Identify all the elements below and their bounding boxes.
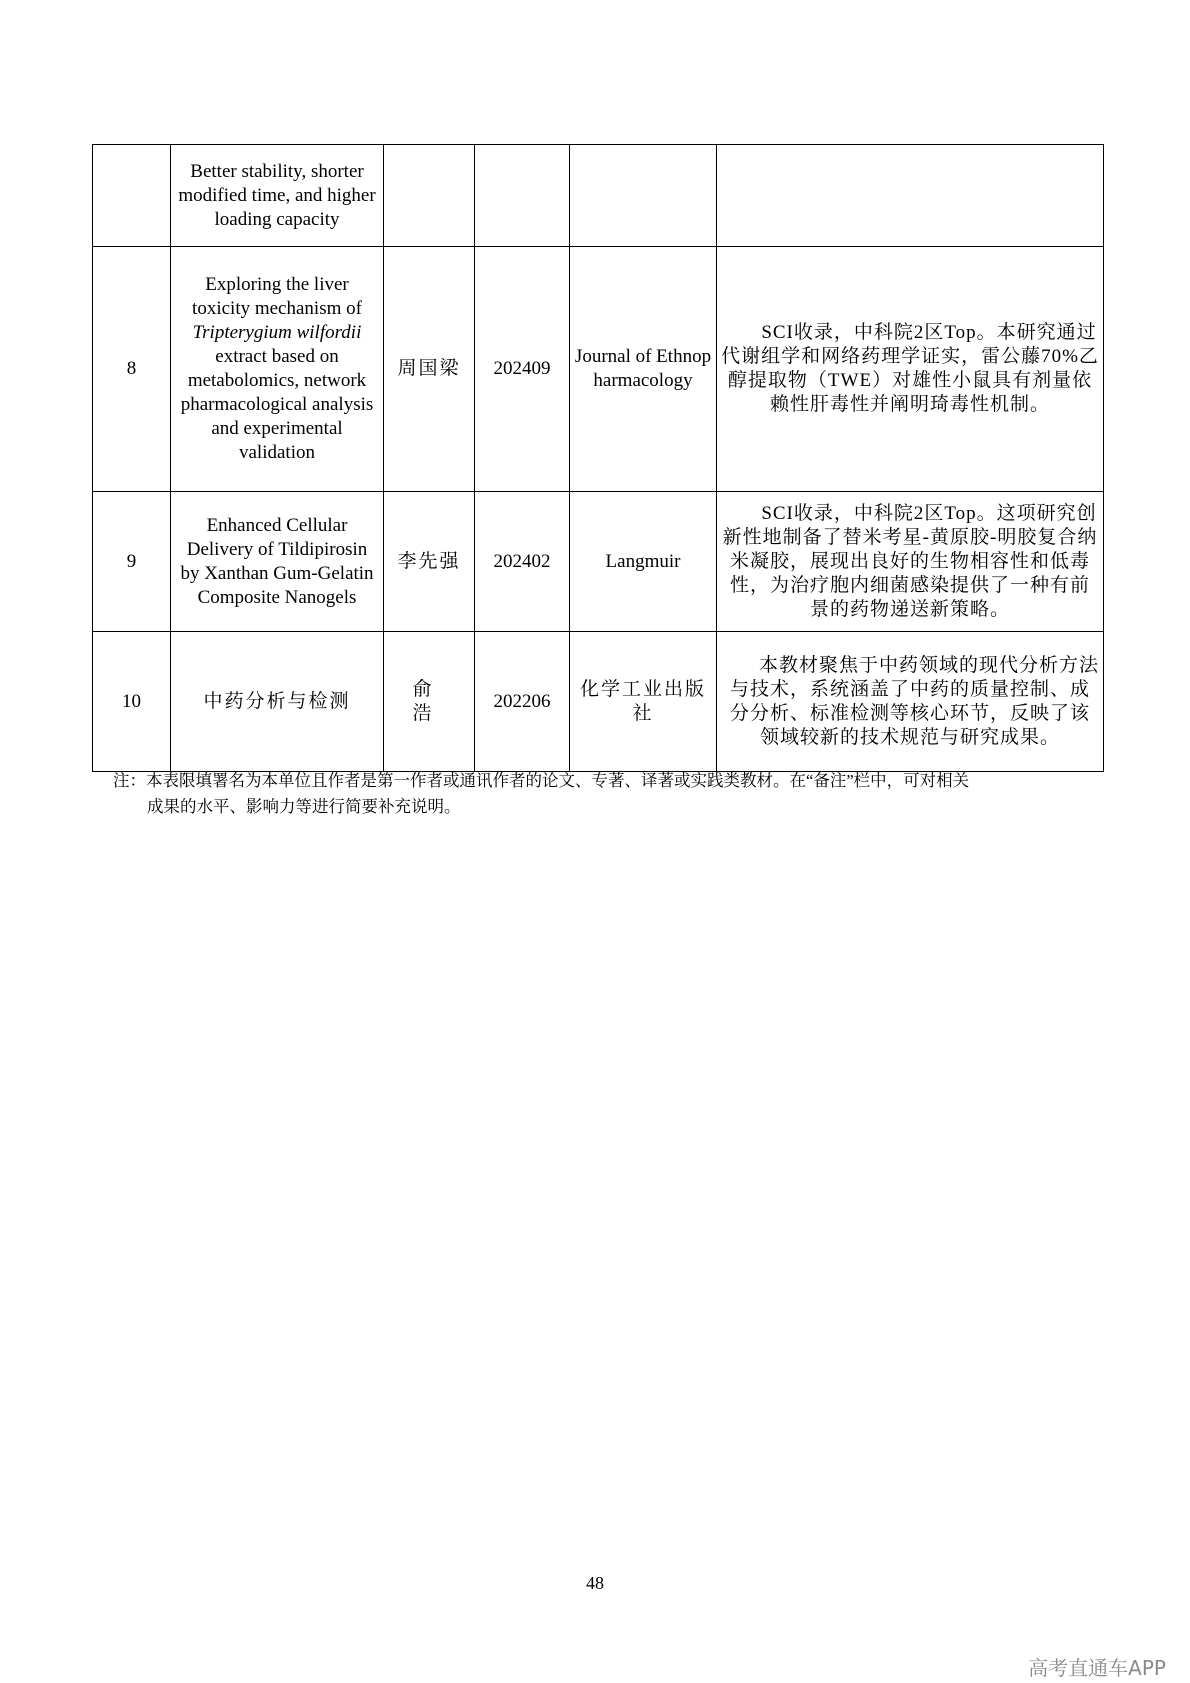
date-cell — [475, 145, 570, 247]
title-cell: Enhanced Cellular Delivery of Tildipirosin by Xanthan Gum-Gelatin Composite Nanogels — [171, 492, 384, 632]
venue-cell: Langmuir — [570, 492, 717, 632]
date-cell: 202409 — [475, 247, 570, 492]
venue-cell — [570, 145, 717, 247]
table-row — [93, 632, 1104, 772]
row-number-cell — [93, 145, 171, 247]
title-cell — [171, 247, 384, 492]
table-row — [93, 492, 1104, 632]
table-row — [93, 145, 1104, 247]
remark-text: SCI收录，中科院2区Top。这项研究创新性地制备了替米考星-黄原胶-明胶复合纳米凝胶，展现出良好的生物相容性和低毒性，为治疗胞内细菌感染提供了一种有前景的药物递送新策略。 — [722, 502, 1098, 620]
date-cell: 202402 — [475, 492, 570, 632]
author-cell: 李先强 — [384, 492, 475, 632]
venue-cell: 化学工业出版社 — [570, 632, 717, 772]
remark-cell — [717, 632, 1104, 772]
footnote-line: 成果的水平、影响力等进行简要补充说明。 — [147, 797, 461, 816]
remark-text: SCI收录，中科院2区Top。本研究通过代谢组学和网络药理学证实，雷公藤70%乙醇提取物（TWE）对雄性小鼠具有剂量依赖性肝毒性并阐明琦毒性机制。 — [721, 322, 1099, 415]
table-row — [93, 247, 1104, 492]
remark-cell — [717, 145, 1104, 247]
remark-text: 本教材聚焦于中药领域的现代分析方法与技术，系统涵盖了中药的质量控制、成分分析、标准检测等核心环节，反映了该领域较新的技术规范与研究成果。 — [729, 654, 1100, 748]
date-cell: 202206 — [475, 632, 570, 772]
title-part: extract based on metabolomics, network pharmacological analysis and experimental validation — [180, 346, 374, 463]
watermark-text: 高考直通车APP — [1028, 1656, 1166, 1680]
remark-cell — [717, 492, 1104, 632]
title-cell: Better stability, shorter modified time, and higher loading capacity — [171, 145, 384, 247]
author-cell — [384, 145, 475, 247]
achievements-table — [92, 144, 1104, 772]
footnote-line: 注：本表限填署名为本单位且作者是第一作者或通讯作者的论文、专著、译著或实践类教材。在“备注”栏中，可对相关 — [113, 771, 970, 790]
title-text — [175, 273, 379, 465]
author-cell: 周国梁 — [384, 247, 475, 492]
venue-cell: Journal of Ethnopharmacology — [570, 247, 717, 492]
title-cell: 中药分析与检测 — [171, 632, 384, 772]
remark-cell — [717, 247, 1104, 492]
row-number-cell: 10 — [93, 632, 171, 772]
table-footnote — [113, 768, 1103, 820]
title-part: Exploring the liver toxicity mechanism of — [192, 274, 362, 319]
row-number-cell: 8 — [93, 247, 171, 492]
author-cell: 俞 浩 — [384, 632, 475, 772]
page-number: 48 — [586, 1573, 604, 1593]
row-number-cell: 9 — [93, 492, 171, 632]
title-species-italic: Tripterygium wilfordii — [192, 322, 362, 343]
